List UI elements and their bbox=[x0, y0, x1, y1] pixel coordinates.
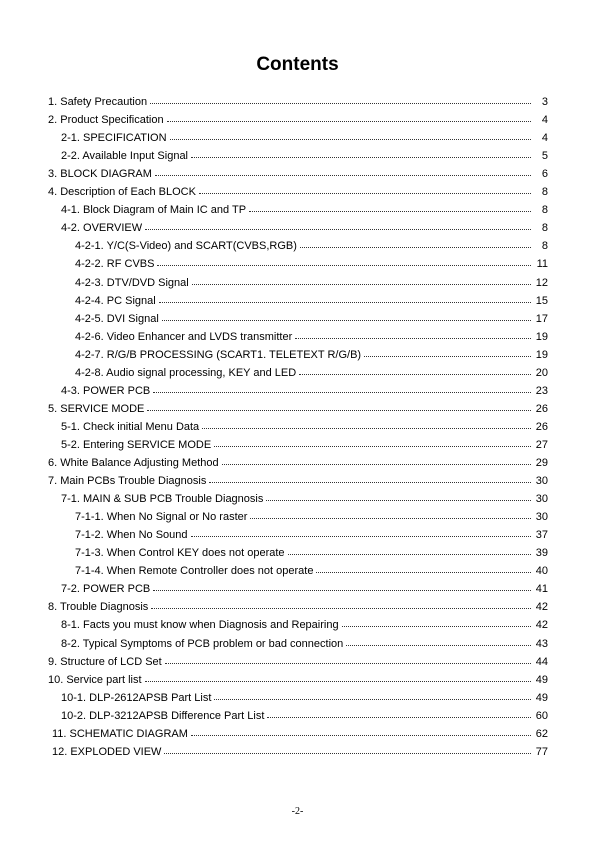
toc-entry-page: 26 bbox=[535, 403, 548, 415]
toc-entry-label: 7-1. MAIN & SUB PCB Trouble Diagnosis bbox=[61, 493, 264, 505]
toc-entry[interactable] bbox=[61, 147, 548, 162]
toc-leader-dots bbox=[250, 507, 531, 519]
toc-entry-label: 7. Main PCBs Trouble Diagnosis bbox=[48, 475, 207, 487]
toc-entry-label: 12. EXPLODED VIEW bbox=[52, 746, 162, 758]
toc-entry-page: 77 bbox=[535, 746, 548, 758]
toc-entry[interactable] bbox=[61, 707, 548, 722]
toc-leader-dots bbox=[266, 489, 531, 501]
toc-entry-page: 3 bbox=[541, 96, 548, 108]
toc-leader-dots bbox=[150, 92, 531, 104]
toc-entry-label: 1. Safety Precaution bbox=[48, 96, 148, 108]
toc-entry-page: 8 bbox=[541, 222, 548, 234]
toc-leader-dots bbox=[288, 543, 531, 555]
toc-entry-label: 9. Structure of LCD Set bbox=[48, 656, 162, 668]
toc-leader-dots bbox=[191, 146, 531, 158]
toc-leader-dots bbox=[199, 182, 531, 194]
toc-entry-label: 8-1. Facts you must know when Diagnosis and Repairing bbox=[61, 619, 339, 631]
toc-leader-dots bbox=[165, 652, 531, 664]
toc-leader-dots bbox=[157, 254, 531, 266]
toc-entry[interactable] bbox=[61, 129, 548, 144]
toc-entry-page: 8 bbox=[541, 204, 548, 216]
toc-entry-page: 30 bbox=[535, 475, 548, 487]
toc-entry[interactable] bbox=[61, 689, 548, 704]
toc-entry[interactable] bbox=[75, 346, 548, 361]
toc-leader-dots bbox=[214, 688, 531, 700]
toc-entry-page: 5 bbox=[541, 150, 548, 162]
toc-entry[interactable] bbox=[48, 183, 548, 198]
toc-leader-dots bbox=[300, 236, 531, 248]
toc-entry[interactable] bbox=[75, 292, 548, 307]
toc-leader-dots bbox=[202, 417, 531, 429]
toc-leader-dots bbox=[191, 724, 531, 736]
toc-leader-dots bbox=[170, 128, 531, 140]
toc-entry[interactable] bbox=[61, 490, 548, 505]
toc-entry-label: 5. SERVICE MODE bbox=[48, 403, 145, 415]
toc-entry-label: 4-2-4. PC Signal bbox=[75, 295, 156, 307]
toc-entry[interactable] bbox=[61, 616, 548, 631]
toc-entry[interactable] bbox=[75, 274, 548, 289]
toc-leader-dots bbox=[151, 597, 531, 609]
toc-entry-label: 3. BLOCK DIAGRAM bbox=[48, 168, 152, 180]
toc-entry-label: 8. Trouble Diagnosis bbox=[48, 601, 149, 613]
toc-leader-dots bbox=[145, 218, 531, 230]
toc-leader-dots bbox=[222, 453, 531, 465]
toc-entry-page: 42 bbox=[535, 601, 548, 613]
toc-entry-label: 4. Description of Each BLOCK bbox=[48, 186, 196, 198]
toc-entry-page: 49 bbox=[535, 692, 548, 704]
toc-entry[interactable] bbox=[75, 508, 548, 523]
toc-entry-label: 7-1-4. When Remote Controller does not operate bbox=[75, 565, 314, 577]
toc-leader-dots bbox=[164, 742, 531, 754]
toc-entry[interactable] bbox=[61, 201, 548, 216]
toc-entry[interactable] bbox=[61, 219, 548, 234]
toc-entry-label: 2-1. SPECIFICATION bbox=[61, 132, 167, 144]
toc-entry-page: 19 bbox=[535, 331, 548, 343]
toc-entry-page: 20 bbox=[535, 367, 548, 379]
toc-leader-dots bbox=[155, 164, 531, 176]
toc-leader-dots bbox=[267, 706, 531, 718]
toc-entry[interactable] bbox=[61, 382, 548, 397]
toc-entry[interactable] bbox=[52, 743, 548, 758]
toc-entry[interactable] bbox=[48, 653, 548, 668]
toc-entry-page: 8 bbox=[541, 186, 548, 198]
toc-entry-label: 7-2. POWER PCB bbox=[61, 583, 151, 595]
toc-entry-label: 4-2. OVERVIEW bbox=[61, 222, 143, 234]
toc-entry-label: 4-2-2. RF CVBS bbox=[75, 258, 155, 270]
toc-leader-dots bbox=[159, 291, 531, 303]
toc-entry-page: 11 bbox=[536, 258, 548, 270]
toc-leader-dots bbox=[191, 525, 531, 537]
toc-entry-label: 10-2. DLP-3212APSB Difference Part List bbox=[61, 710, 265, 722]
toc-entry[interactable] bbox=[75, 364, 548, 379]
toc-entry[interactable] bbox=[75, 237, 548, 252]
toc-leader-dots bbox=[364, 345, 531, 357]
toc-entry-page: 19 bbox=[535, 349, 548, 361]
toc-entry[interactable] bbox=[48, 400, 548, 415]
toc-entry-label: 4-2-7. R/G/B PROCESSING (SCART1. TELETEXT R/G/B) bbox=[75, 349, 362, 361]
toc-entry-page: 15 bbox=[535, 295, 548, 307]
toc-entry-page: 6 bbox=[541, 168, 548, 180]
toc-leader-dots bbox=[295, 327, 531, 339]
toc-leader-dots bbox=[153, 579, 531, 591]
toc-entry-page: 42 bbox=[535, 619, 548, 631]
toc-entry-page: 27 bbox=[535, 439, 548, 451]
toc-entry-label: 11. SCHEMATIC DIAGRAM bbox=[52, 728, 188, 740]
toc-entry-label: 2. Product Specification bbox=[48, 114, 164, 126]
toc-entry-label: 10. Service part list bbox=[48, 674, 142, 686]
toc-leader-dots bbox=[167, 110, 531, 122]
toc-entry-page: 4 bbox=[541, 132, 548, 144]
toc-entry[interactable] bbox=[75, 562, 548, 577]
toc-entry-page: 62 bbox=[535, 728, 548, 740]
toc-leader-dots bbox=[153, 381, 531, 393]
toc-entry-label: 4-2-6. Video Enhancer and LVDS transmitter bbox=[75, 331, 293, 343]
toc-entry-label: 7-1-2. When No Sound bbox=[75, 529, 188, 541]
toc-entry-page: 12 bbox=[535, 277, 548, 289]
toc-entry-label: 7-1-1. When No Signal or No raster bbox=[75, 511, 248, 523]
toc-entry-page: 8 bbox=[541, 240, 548, 252]
toc-entry-page: 44 bbox=[535, 656, 548, 668]
page-number: -2- bbox=[291, 806, 304, 817]
toc-entry-label: 10-1. DLP-2612APSB Part List bbox=[61, 692, 212, 704]
toc-entry-page: 43 bbox=[535, 638, 548, 650]
toc-entry-page: 17 bbox=[535, 313, 548, 325]
toc-leader-dots bbox=[342, 615, 531, 627]
toc-entry-page: 40 bbox=[535, 565, 548, 577]
toc-entry[interactable] bbox=[61, 436, 548, 451]
toc-entry[interactable] bbox=[75, 544, 548, 559]
toc-entry-page: 39 bbox=[535, 547, 548, 559]
toc-entry-page: 30 bbox=[535, 493, 548, 505]
toc-entry-label: 5-1. Check initial Menu Data bbox=[61, 421, 200, 433]
toc-entry[interactable] bbox=[75, 526, 548, 541]
toc-leader-dots bbox=[162, 309, 531, 321]
toc-entry-label: 7-1-3. When Control KEY does not operate bbox=[75, 547, 285, 559]
toc-leader-dots bbox=[214, 435, 531, 447]
toc-entry-page: 23 bbox=[535, 385, 548, 397]
toc-entry[interactable] bbox=[75, 328, 548, 343]
toc-leader-dots bbox=[192, 273, 531, 285]
toc-leader-dots bbox=[209, 471, 531, 483]
toc-leader-dots bbox=[346, 634, 531, 646]
toc-entry[interactable] bbox=[61, 418, 548, 433]
toc-leader-dots bbox=[145, 670, 531, 682]
toc-entry-page: 4 bbox=[541, 114, 548, 126]
toc-entry-label: 8-2. Typical Symptoms of PCB problem or bad connection bbox=[61, 638, 344, 650]
toc-entry-label: 2-2. Available Input Signal bbox=[61, 150, 188, 162]
toc-entry[interactable] bbox=[48, 111, 548, 126]
toc-entry-label: 4-2-5. DVI Signal bbox=[75, 313, 159, 325]
toc-entry-label: 4-2-1. Y/C(S-Video) and SCART(CVBS,RGB) bbox=[75, 240, 297, 252]
toc-entry[interactable] bbox=[48, 454, 548, 469]
toc-leader-dots bbox=[299, 363, 531, 375]
toc-entry-page: 26 bbox=[535, 421, 548, 433]
toc-entry-page: 49 bbox=[535, 674, 548, 686]
toc-entry[interactable] bbox=[48, 165, 548, 180]
toc-entry[interactable] bbox=[48, 671, 548, 686]
toc-entry[interactable] bbox=[48, 598, 548, 613]
toc-entry[interactable] bbox=[48, 93, 548, 108]
toc-entry-label: 4-1. Block Diagram of Main IC and TP bbox=[61, 204, 247, 216]
toc-entry-label: 4-3. POWER PCB bbox=[61, 385, 151, 397]
toc-entry[interactable] bbox=[61, 580, 548, 595]
toc-leader-dots bbox=[316, 561, 531, 573]
toc-entry-label: 6. White Balance Adjusting Method bbox=[48, 457, 219, 469]
toc-entry-page: 29 bbox=[535, 457, 548, 469]
toc-entry-page: 41 bbox=[535, 583, 548, 595]
page-title: Contents bbox=[256, 54, 339, 75]
toc-entry[interactable] bbox=[52, 725, 548, 740]
toc-entry-label: 4-2-8. Audio signal processing, KEY and LED bbox=[75, 367, 297, 379]
toc-entry[interactable] bbox=[61, 635, 548, 650]
toc-entry-page: 60 bbox=[535, 710, 548, 722]
toc-leader-dots bbox=[249, 200, 531, 212]
toc-leader-dots bbox=[147, 399, 531, 411]
toc-entry-page: 30 bbox=[535, 511, 548, 523]
toc-entry-label: 4-2-3. DTV/DVD Signal bbox=[75, 277, 189, 289]
toc-entry[interactable] bbox=[75, 255, 548, 270]
toc-entry-page: 37 bbox=[535, 529, 548, 541]
toc-entry-label: 5-2. Entering SERVICE MODE bbox=[61, 439, 212, 451]
toc-entry[interactable] bbox=[48, 472, 548, 487]
toc-entry[interactable] bbox=[75, 310, 548, 325]
